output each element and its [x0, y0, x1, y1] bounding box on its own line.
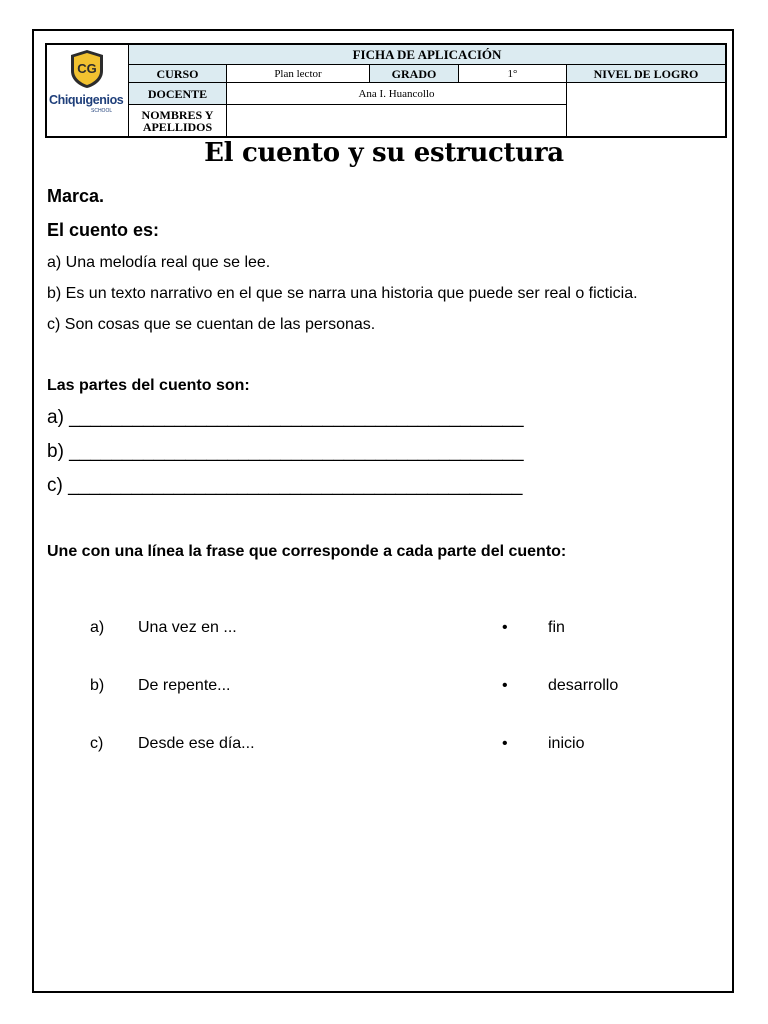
curso-value: Plan lector [227, 65, 370, 83]
match-letter: b) [90, 677, 105, 694]
option-b: b) Es un texto narrativo en el que se narra una historia que puede ser real o ficticia. [47, 285, 638, 302]
logo-tagline: SCHOOL [91, 108, 113, 114]
nombres-field[interactable] [227, 105, 567, 136]
nivel-value[interactable] [567, 83, 725, 136]
question-partes: Las partes del cuento son: [47, 377, 250, 394]
match-bullet: • [502, 735, 508, 752]
docente-label: DOCENTE [129, 83, 227, 105]
match-letter: a) [90, 619, 105, 636]
docente-value: Ana I. Huancollo [227, 83, 567, 105]
match-part[interactable]: inicio [548, 735, 585, 752]
match-letter: c) [90, 735, 104, 752]
form-title: FICHA DE APLICACIÓN [129, 45, 725, 65]
match-phrase[interactable]: Desde ese día... [138, 735, 255, 752]
blank-c[interactable]: c) ___________________________________________ [47, 475, 523, 496]
instruction-mark: Marca. [47, 186, 105, 206]
blank-b[interactable]: b) ___________________________________________ [47, 441, 524, 462]
nivel-label: NIVEL DE LOGRO [567, 65, 725, 83]
match-phrase[interactable]: Una vez en ... [138, 619, 237, 636]
nombres-label-line1: NOMBRES Y [141, 107, 214, 122]
match-bullet: • [502, 677, 508, 694]
grado-value: 1° [459, 65, 567, 83]
curso-label: CURSO [129, 65, 227, 83]
page-frame [32, 29, 734, 993]
match-bullet: • [502, 619, 508, 636]
option-a: a) Una melodía real que se lee. [47, 254, 271, 271]
page-title: El cuento y su estructura [204, 138, 564, 168]
shield-icon [69, 49, 105, 89]
match-part[interactable]: fin [548, 619, 565, 636]
nombres-label [129, 105, 227, 136]
nombres-label-line2: APELLIDOS [142, 119, 213, 134]
logo-initials: CG [77, 61, 97, 76]
match-phrase[interactable]: De repente... [138, 677, 231, 694]
grado-label: GRADO [370, 65, 459, 83]
match-part[interactable]: desarrollo [548, 677, 619, 694]
blank-a[interactable]: a) ___________________________________________ [47, 407, 524, 428]
option-c: c) Son cosas que se cuentan de las personas. [47, 316, 376, 333]
school-logo [47, 45, 129, 136]
header-table [45, 43, 727, 138]
question-une: Une con una línea la frase que corresponde a cada parte del cuento: [47, 543, 567, 560]
logo-name: Chiquigenios [49, 93, 124, 107]
question-cuento: El cuento es: [47, 220, 160, 240]
